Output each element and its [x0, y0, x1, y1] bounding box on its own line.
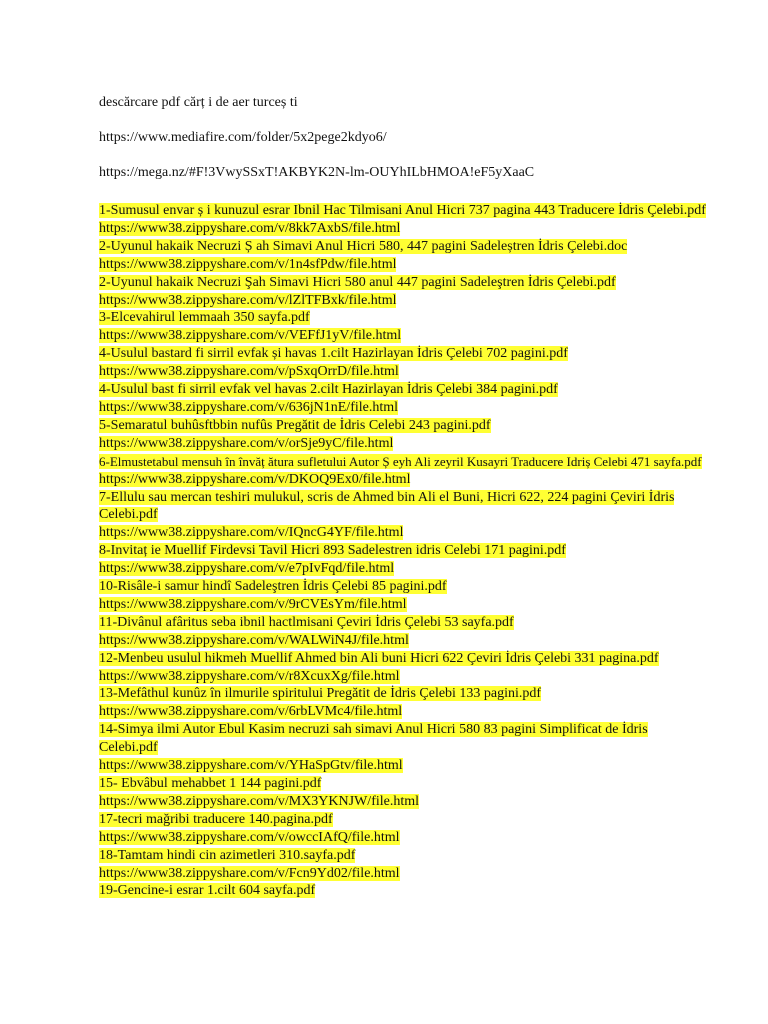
download-link[interactable]: https://www38.zippyshare.com/v/6rbLVMc4/file.html: [99, 704, 403, 720]
download-link[interactable]: https://www38.zippyshare.com/v/WALWiN4J/file.html: [99, 632, 409, 648]
download-link[interactable]: https://www38.zippyshare.com/v/1n4sfPdw/file.html: [99, 256, 397, 272]
file-title: 7-Ellulu sau mercan teshiri mulukul, scris de Ahmed bin Ali el Buni, Hicri 622, 224 pagini Çeviri İdris Celebi.pdf: [99, 489, 675, 523]
file-title: 5-Semaratul buhûsftbbin nufûs Pregătit de İdris Celebi 243 pagini.pdf: [99, 417, 491, 433]
download-link[interactable]: https://www38.zippyshare.com/v/lZlTFBxk/file.html: [99, 292, 397, 308]
download-link[interactable]: https://www38.zippyshare.com/v/8kk7AxbS/file.html: [99, 220, 401, 236]
file-title: 18-Tamtam hindi cin azimetleri 310.sayfa.pdf: [99, 847, 356, 863]
file-title: 2-Uyunul hakaik Necruzi Şah Simavi Hicri 580 anul 447 pagini Sadeleştren İdris Çelebi.pdf: [99, 274, 616, 290]
file-title: 3-Elcevahirul lemmaah 350 sayfa.pdf: [99, 310, 310, 326]
download-link[interactable]: https://www38.zippyshare.com/v/YHaSpGtv/file.html: [99, 758, 403, 774]
file-title: 8-Invitaț ie Muellif Firdevsi Tavil Hicri 893 Sadelestren idris Celebi 171 pagini.pdf: [99, 543, 566, 559]
document-title: descărcare pdf cărț i de aer turceș ti: [99, 95, 298, 110]
file-title: 15- Ebvâbul mehabbet 1 144 pagini.pdf: [99, 776, 322, 791]
file-list: [99, 202, 709, 900]
file-title: 17-tecri mağribi traducere 140.pagina.pdf: [99, 811, 333, 827]
download-link[interactable]: https://www38.zippyshare.com/v/9rCVEsYm/file.html: [99, 596, 407, 612]
download-link[interactable]: https://www38.zippyshare.com/v/MX3YKNJW/file.html: [99, 793, 420, 809]
file-title: 14-Simya ilmi Autor Ebul Kasim necruzi sah simavi Anul Hicri 580 83 pagini Simplificat de İdris Celebi.pdf: [99, 722, 648, 756]
file-title: 4-Usulul bast fi sirril evfak vel havas 2.cilt Hazirlayan İdris Çelebi 384 pagini.pdf: [99, 382, 558, 398]
file-title: 10-Risâle-i samur hindî Sadeleştren İdris Çelebi 85 pagini.pdf: [99, 579, 447, 595]
file-title: 1-Sumusul envar ș i kunuzul esrar Ibnil Hac Tilmisani Anul Hicri 737 pagina 443 Traducere İdris Çelebi.pdf: [99, 203, 706, 218]
download-link[interactable]: https://www38.zippyshare.com/v/636jN1nE/file.html: [99, 399, 399, 415]
download-link[interactable]: https://www38.zippyshare.com/v/Fcn9Yd02/file.html: [99, 865, 400, 881]
mediafire-link[interactable]: https://www.mediafire.com/folder/5x2pege2kdyo6/: [99, 130, 387, 145]
download-link[interactable]: https://www38.zippyshare.com/v/VEFfJ1yV/file.html: [99, 328, 402, 344]
file-title: 2-Uyunul hakaik Necruzi Ș ah Simavi Anul Hicri 580, 447 pagini Sadeleștren İdris Çelebi.doc: [99, 238, 628, 254]
download-link[interactable]: https://www38.zippyshare.com/v/owccIAfQ/file.html: [99, 829, 400, 845]
download-link[interactable]: https://www38.zippyshare.com/v/IQncG4YF/file.html: [99, 525, 404, 541]
document-intro: [99, 94, 739, 199]
file-title: 13-Mefâthul kunûz în ilmurile spiritului Pregătit de İdris Çelebi 133 pagini.pdf: [99, 686, 542, 702]
file-title: 6-Elmustetabul mensuh în învăț ătura sufletului Autor Ș eyh Ali zeyril Kusayri Traducere Idriș Celebi 471 sayfa.pdf: [99, 453, 702, 469]
mega-link[interactable]: https://mega.nz/#F!3VwySSxT!AKBYK2N-lm-OUYhILbHMOA!eF5yXaaC: [99, 165, 535, 180]
download-link[interactable]: https://www38.zippyshare.com/v/pSxqOrrD/file.html: [99, 364, 399, 380]
download-link[interactable]: https://www38.zippyshare.com/v/DKOQ9Ex0/file.html: [99, 471, 411, 487]
file-title: 19-Gencine-i esrar 1.cilt 604 sayfa.pdf: [99, 883, 316, 899]
file-title: 11-Divânul afâritus seba ibnil hactlmisani Çeviri İdris Çelebi 53 sayfa.pdf: [99, 614, 514, 630]
download-link[interactable]: https://www38.zippyshare.com/v/orSje9yC/file.html: [99, 435, 394, 451]
download-link[interactable]: https://www38.zippyshare.com/v/e7pIvFqd/file.html: [99, 561, 395, 577]
download-link[interactable]: https://www38.zippyshare.com/v/r8XcuxXg/file.html: [99, 668, 400, 684]
file-title: 12-Menbeu usulul hikmeh Muellif Ahmed bin Ali buni Hicri 622 Çeviri İdris Çelebi 331 pagina.pdf: [99, 650, 659, 666]
file-title: 4-Usulul bastard fi sirril evfak și havas 1.cilt Hazirlayan İdris Çelebi 702 pagini.pdf: [99, 346, 568, 362]
